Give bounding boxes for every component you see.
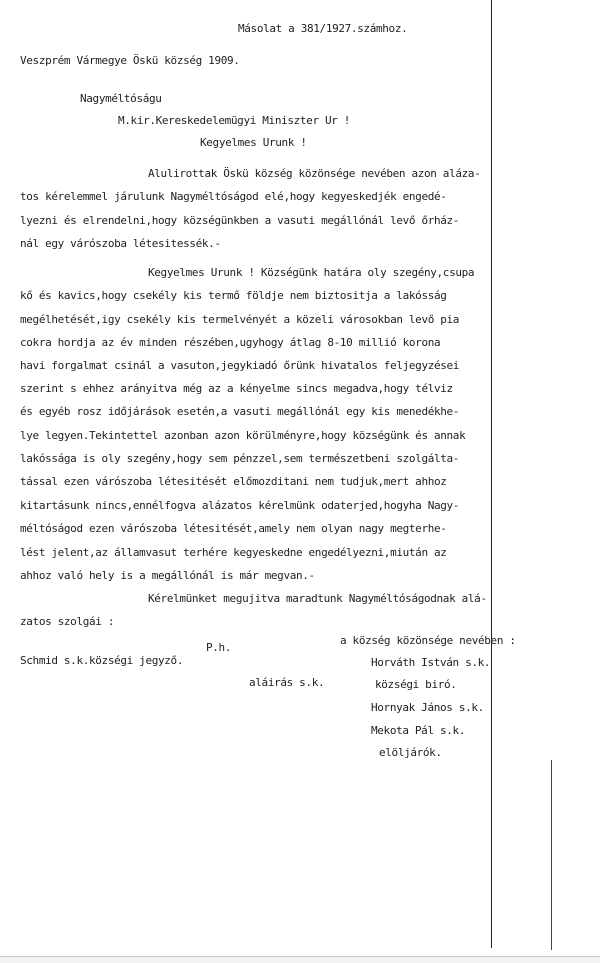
body-line-18: ahhoz való hely is a megállónál is már megvan.- [20,569,315,582]
body-line-16: méltóságod ezen várószoba létesitését,amely nem olyan nagy megterhe- [20,522,447,535]
body-line-7: megélhetését,igy csekély kis termelvényét a közeli városokban levő pia [20,313,460,326]
body-line-6: kő és kavics,hogy csekély kis termő földje nem biztositja a lakósság [20,289,447,302]
copy-note: Másolat a 381/1927.számhoz. [238,22,408,35]
body-line-12: lye legyen.Tekintettel azonban azon körülményre,hogy községünk és annak [20,429,466,442]
body-line-5: Kegyelmes Urunk ! Községünk határa oly szegény,csupa [148,266,475,279]
body-line-2: tos kérelemmel járulunk Nagyméltóságod elé,hogy kegyeskedjék engedé- [20,190,447,203]
body-line-15: kitartásunk nincs,ennélfogva alázatos kérelmünk odaterjed,hogyha Nagy- [20,499,460,512]
signatory-3: Mekota Pál s.k. [371,724,466,737]
body-line-3: lyezni és elrendelni,hogy községünkben a vasuti megállónál levő őrház- [20,214,460,227]
signatory-1: Horváth István s.k. [371,656,491,669]
place-date: Veszprém Vármegye Öskü község 1909. [20,54,240,67]
body-line-10: szerint s ehhez arányitva még az a kényelme sincs megadva,hogy télviz [20,382,453,395]
body-line-9: havi forgalmat csinál a vasuton,jegykiadó őrünk hivatalos feljegyzései [20,359,460,372]
notary-signature: Schmid s.k.községi jegyző. [20,654,184,667]
body-line-11: és egyéb rosz időjárások esetén,a vasuti megállónál egy kis menedékhe- [20,405,460,418]
signature-note: aláirás s.k. [249,676,325,689]
signatories-title: elöljárók. [379,746,442,759]
body-line-17: lést jelent,az államvasut terhére kegyeskedne engedélyezni,miután az [20,546,447,559]
body-line-4: nál egy várószoba létesitessék.- [20,237,221,250]
body-line-13: lakóssága is oly szegény,hogy sem pénzzel,sem természetbeni szolgálta- [20,452,460,465]
body-line-14: tással ezen várószoba létesitését előmozditani nem tudjuk,mert ahhoz [20,475,447,488]
vertical-margin-line-secondary [551,760,552,950]
body-line-20: zatos szolgái : [20,615,115,628]
salutation-line-3: Kegyelmes Urunk ! [200,136,307,149]
signatory-2: Hornyak János s.k. [371,701,484,714]
salutation-line-1: Nagyméltóságu [80,92,162,105]
community-line: a község közönsége nevében : [340,634,516,647]
seal-ph: P.h. [206,641,232,654]
body-line-8: cokra hordja az év minden részében,ugyhogy átlag 8-10 millió korona [20,336,441,349]
page-bottom-edge [0,956,600,963]
vertical-margin-line [491,0,492,948]
body-line-19: Kérelmünket megujitva maradtunk Nagyméltóságodnak alá- [148,592,487,605]
salutation-line-2: M.kir.Kereskedelemügyi Miniszter Ur ! [118,114,351,127]
signatory-1-title: községi biró. [375,678,457,691]
body-line-1: Alulirottak Öskü község közönsége nevében azon aláza- [148,167,481,180]
